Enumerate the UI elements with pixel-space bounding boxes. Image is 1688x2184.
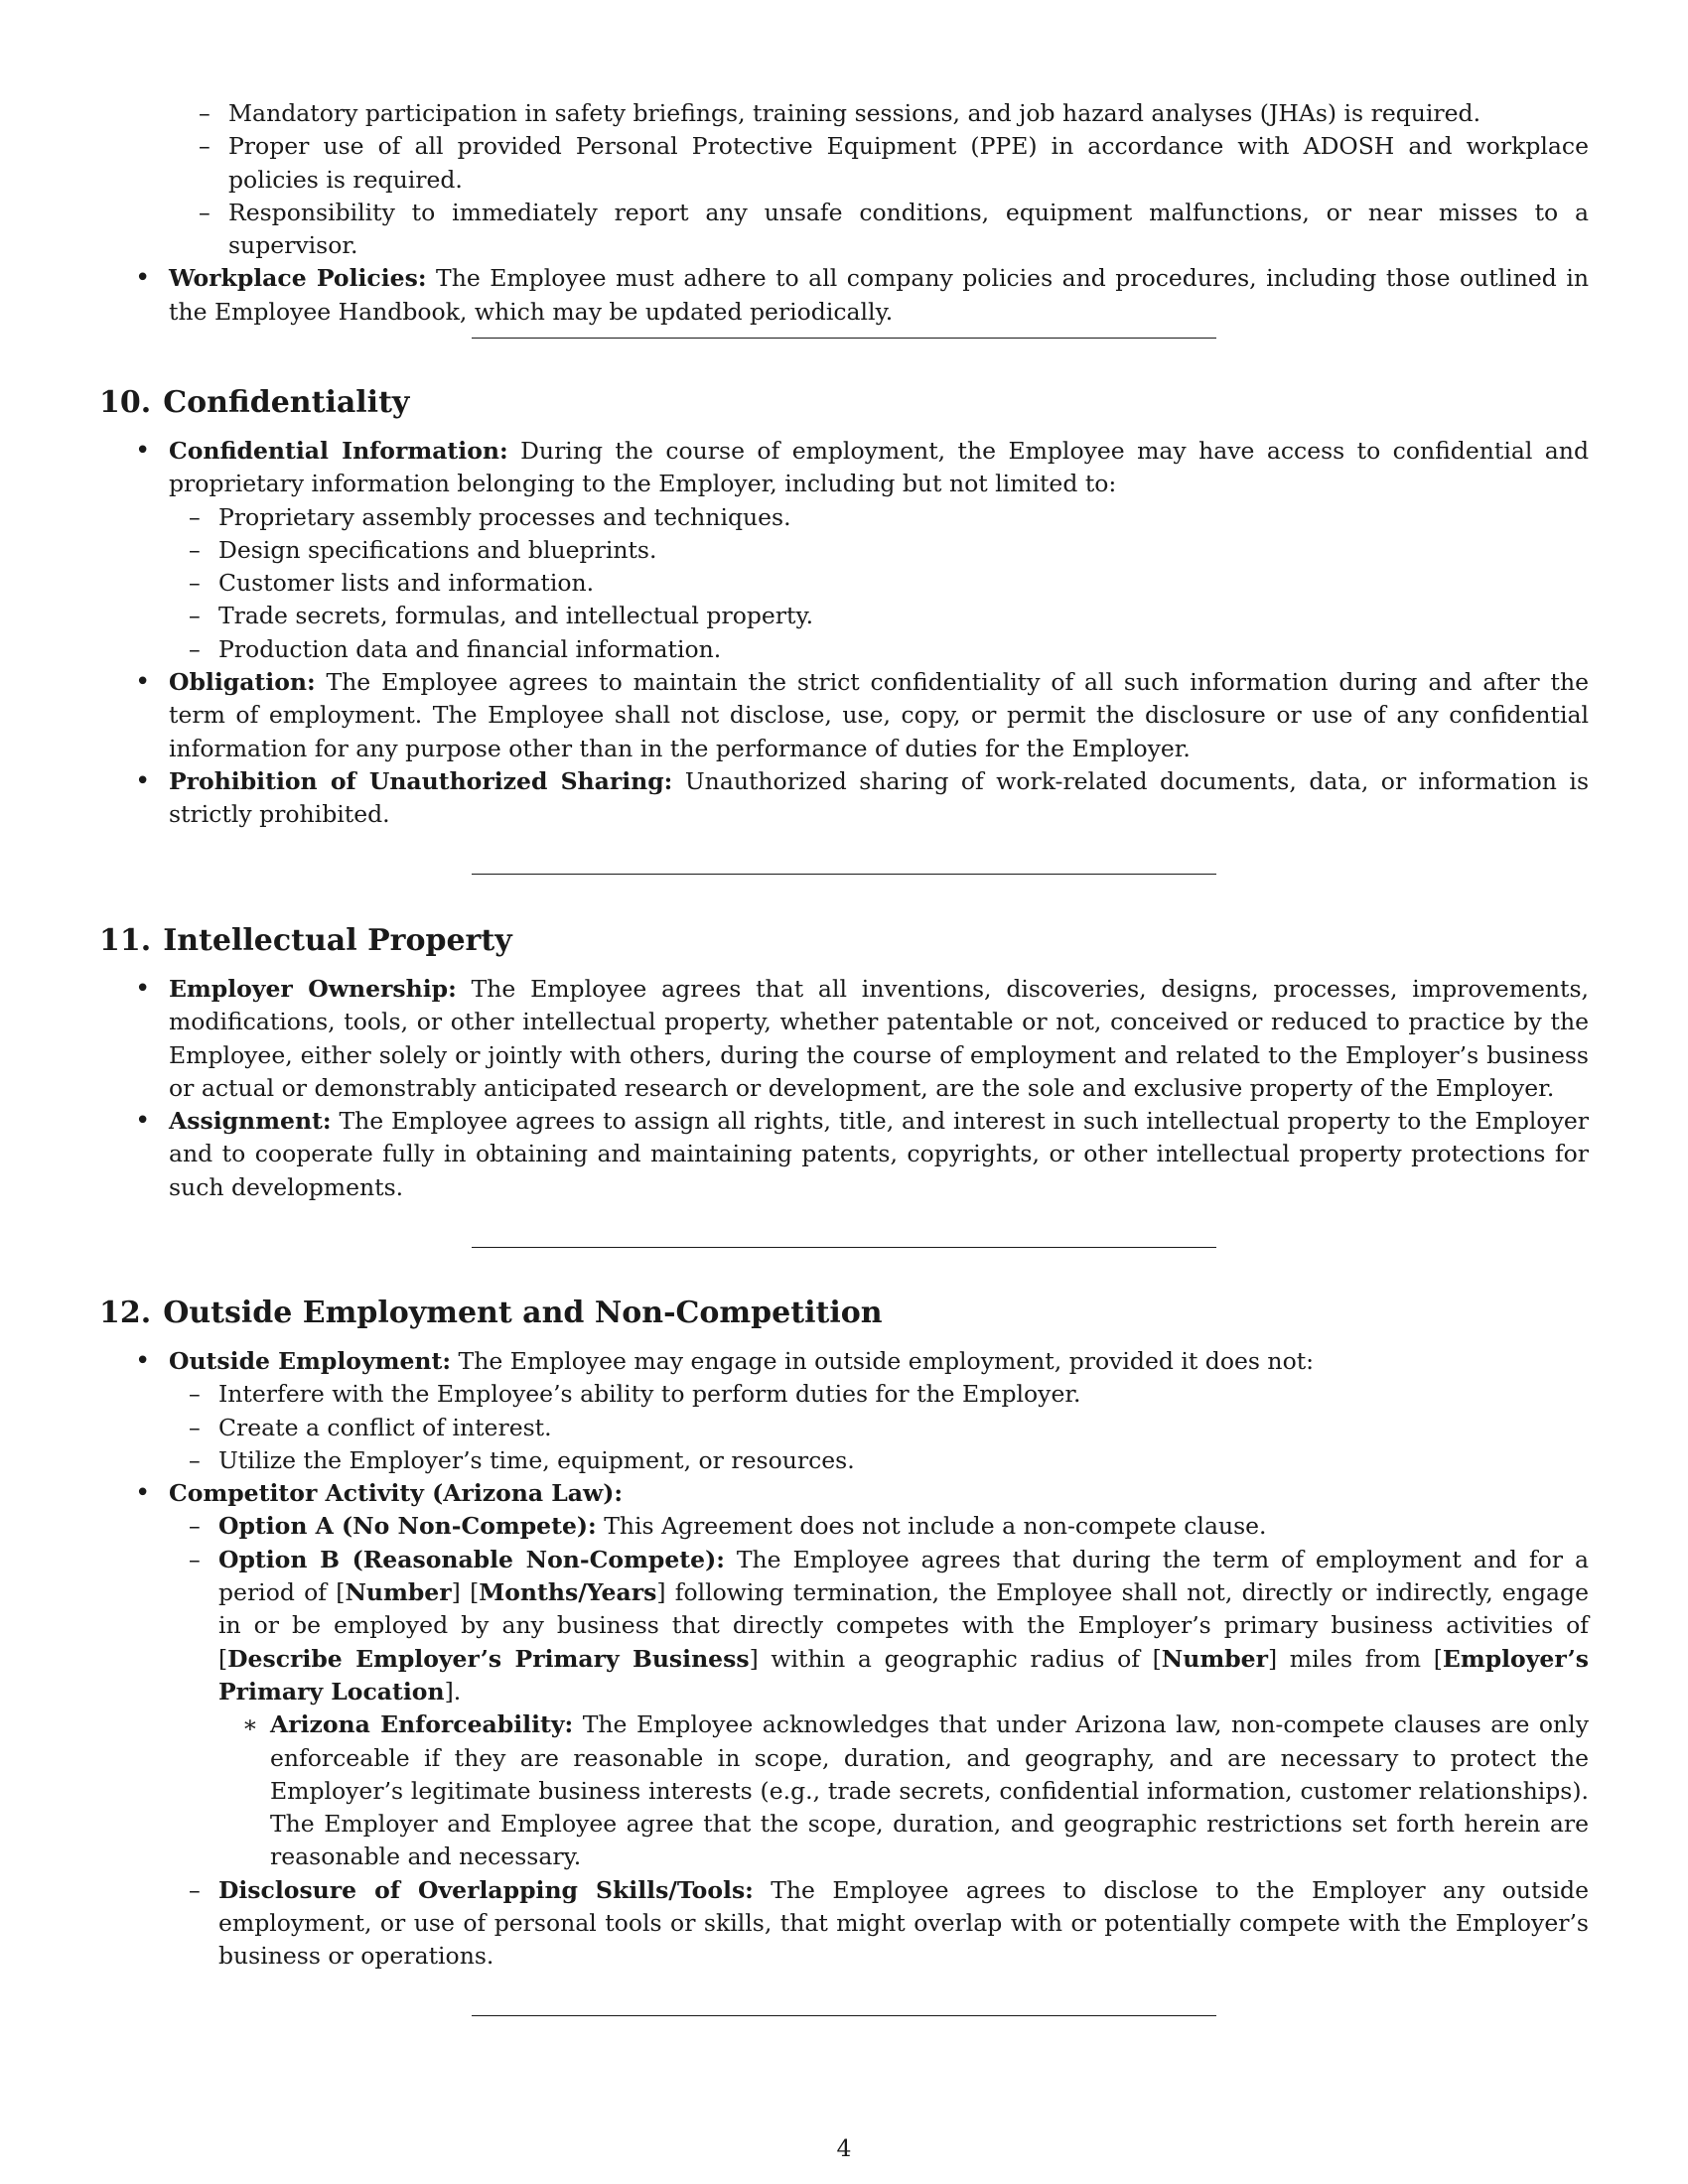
section-confidentiality xyxy=(99,383,1589,832)
list-item-text: Interfere with the Employee’s ability to perform duties for the Employer. xyxy=(218,1380,1081,1409)
list-item xyxy=(169,197,1589,263)
item-text: ] within a geographic radius of [ xyxy=(749,1644,1162,1673)
workplace-list xyxy=(99,262,1589,329)
item-label: Prohibition of Unauthorized Sharing: xyxy=(169,766,673,795)
confidential-info-sublist xyxy=(159,501,1589,666)
list-item xyxy=(159,1874,1589,1974)
item-text: ]. xyxy=(444,1677,462,1706)
list-item xyxy=(99,765,1589,832)
confidentiality-list xyxy=(99,435,1589,832)
list-item xyxy=(159,1510,1589,1543)
outside-employment-list xyxy=(99,1345,1589,1974)
list-item-text: Responsibility to immediately report any unsafe conditions, equipment malfunctions, or near misses to a supervisor. xyxy=(228,198,1589,260)
list-item xyxy=(159,1444,1589,1477)
item-text: The Employee agrees to maintain the strict confidentiality of all such information during and after the term of employment. The Employee shall not disclose, use, copy, or permit the disclosure or use of any confidential information for any purpose other than in the performance of duties for the Employer. xyxy=(169,668,1589,762)
list-item xyxy=(159,1378,1589,1411)
item-text: During the course of employment, the Employee may have access to confidential and proprietary information belonging to the Employer, including but not limited to: xyxy=(169,437,1589,498)
list-item xyxy=(159,600,1589,632)
item-label: Option B (Reasonable Non-Compete): xyxy=(218,1545,725,1573)
item-label: Workplace Policies: xyxy=(169,264,427,293)
ip-list xyxy=(99,973,1589,1204)
section-heading xyxy=(99,921,1589,961)
list-item-text: Proprietary assembly processes and techniques. xyxy=(218,502,791,531)
list-item xyxy=(99,1105,1589,1204)
section-heading xyxy=(99,1294,1589,1333)
list-item xyxy=(159,1544,1589,1874)
placeholder-field: Number xyxy=(1161,1644,1268,1673)
page-number: 4 xyxy=(836,2134,852,2162)
list-item-text: Customer lists and information. xyxy=(218,569,595,598)
item-label: Obligation: xyxy=(169,668,316,697)
section-divider xyxy=(472,338,1216,339)
section-divider xyxy=(472,874,1216,875)
item-text: ] [ xyxy=(451,1578,480,1607)
section-divider xyxy=(472,2015,1216,2016)
item-text: The Employee may engage in outside employment, provided it does not: xyxy=(458,1347,1315,1375)
section-title: Confidentiality xyxy=(163,385,410,420)
section-title: Intellectual Property xyxy=(163,923,512,958)
list-item-text: Trade secrets, formulas, and intellectual property. xyxy=(218,602,814,630)
list-item xyxy=(99,262,1589,329)
list-item xyxy=(159,567,1589,600)
section-outside-employment xyxy=(99,1294,1589,1974)
outside-employment-sublist xyxy=(159,1378,1589,1477)
item-text: The Employee agrees to assign all rights, title, and interest in such intellectual property to the Employer and to cooperate fully in obtaining and maintaining patents, copyrights, or other intellectual property protections for such developments. xyxy=(169,1107,1589,1201)
list-item xyxy=(99,973,1589,1105)
list-item xyxy=(159,534,1589,567)
item-label: Arizona Enforceability: xyxy=(270,1710,574,1739)
list-item-text: Create a conflict of interest. xyxy=(218,1413,552,1441)
list-item xyxy=(99,1477,1589,1973)
section-number: 12. xyxy=(99,1296,152,1330)
list-item xyxy=(169,130,1589,197)
list-item xyxy=(99,435,1589,666)
item-text: The Employee agrees that all inventions, discoveries, designs, processes, improvements, modifications, tools, or other intellectual property, whether patentable or not, conceived or reduced to practice by the Employee, either solely or jointly with others, during the course of employment and related to the Employer’s business or actual or demonstrably anticipated research or development, are the sole and exclusive property of the Employer. xyxy=(169,975,1589,1102)
section-number: 10. xyxy=(99,385,152,420)
placeholder-field: Number xyxy=(345,1578,452,1607)
item-text: The Employee agrees to disclose to the Employer any outside employment, or use of personal tools or skills, that might overlap with or potentially compete with the Employer’s business or operations. xyxy=(218,1875,1589,1971)
item-label: Competitor Activity (Arizona Law): xyxy=(169,1479,624,1508)
item-text: The Employee acknowledges that under Arizona law, non-compete clauses are only enforceable if they are reasonable in scope, duration, and geography, and are necessary to protect the Employer’s legitimate business interests (e.g., trade secrets, confidential information, customer relationships). The Employer and Employee agree that the scope, duration, and geographic restrictions set forth herein are reasonable and necessary. xyxy=(270,1710,1589,1871)
item-text: Unauthorized sharing of work-related documents, data, or information is strictly prohibited. xyxy=(169,766,1589,829)
item-label: Outside Employment: xyxy=(169,1347,452,1375)
list-item xyxy=(159,501,1589,534)
list-item-text: Utilize the Employer’s time, equipment, or resources. xyxy=(218,1445,855,1474)
section-heading xyxy=(99,383,1589,423)
item-label: Option A (No Non-Compete): xyxy=(218,1512,597,1541)
item-text: ] miles from [ xyxy=(1267,1644,1443,1673)
item-text: ] following termination, the Employee shall not, directly or indirectly, engage in or be employed by any business that directly competes with the Employer’s primary business activities of [ xyxy=(218,1578,1589,1673)
safety-sublist xyxy=(169,97,1589,262)
item-label: Assignment: xyxy=(169,1107,332,1136)
placeholder-field: Months/Years xyxy=(479,1578,657,1607)
placeholder-field: Employer’s Primary Location xyxy=(218,1644,1589,1706)
item-label: Disclosure of Overlapping Skills/Tools: xyxy=(218,1875,754,1904)
item-label: Confidential Information: xyxy=(169,437,508,465)
list-item xyxy=(159,633,1589,666)
list-item-text: Mandatory participation in safety briefings, training sessions, and job hazard analyses (JHAs) is required. xyxy=(228,99,1481,127)
list-item xyxy=(169,97,1589,130)
item-text: The Employee agrees that during the term of employment and for a period of [ xyxy=(218,1545,1589,1607)
page-content xyxy=(99,97,1589,329)
item-label: Employer Ownership: xyxy=(169,975,457,1003)
section-title: Outside Employment and Non-Competition xyxy=(163,1296,883,1330)
list-item-text: Design specifications and blueprints. xyxy=(218,535,657,564)
list-item-text: Proper use of all provided Personal Protective Equipment (PPE) in accordance with ADOSH and workplace policies is required. xyxy=(228,132,1589,194)
section-number: 11. xyxy=(99,923,152,958)
list-item xyxy=(218,1708,1589,1873)
competitor-sublist xyxy=(159,1510,1589,1973)
section-divider xyxy=(472,1247,1216,1248)
placeholder-field: Describe Employer’s Primary Business xyxy=(227,1644,750,1673)
list-item-text: Production data and financial information. xyxy=(218,634,722,663)
item-text: The Employee must adhere to all company policies and procedures, including those outlined in the Employee Handbook, which may be updated periodically. xyxy=(169,264,1589,326)
list-item xyxy=(99,1345,1589,1477)
list-item xyxy=(159,1412,1589,1444)
list-item xyxy=(99,666,1589,765)
enforceability-sublist xyxy=(218,1708,1589,1873)
section-intellectual-property xyxy=(99,921,1589,1204)
item-text: This Agreement does not include a non-compete clause. xyxy=(604,1512,1267,1541)
